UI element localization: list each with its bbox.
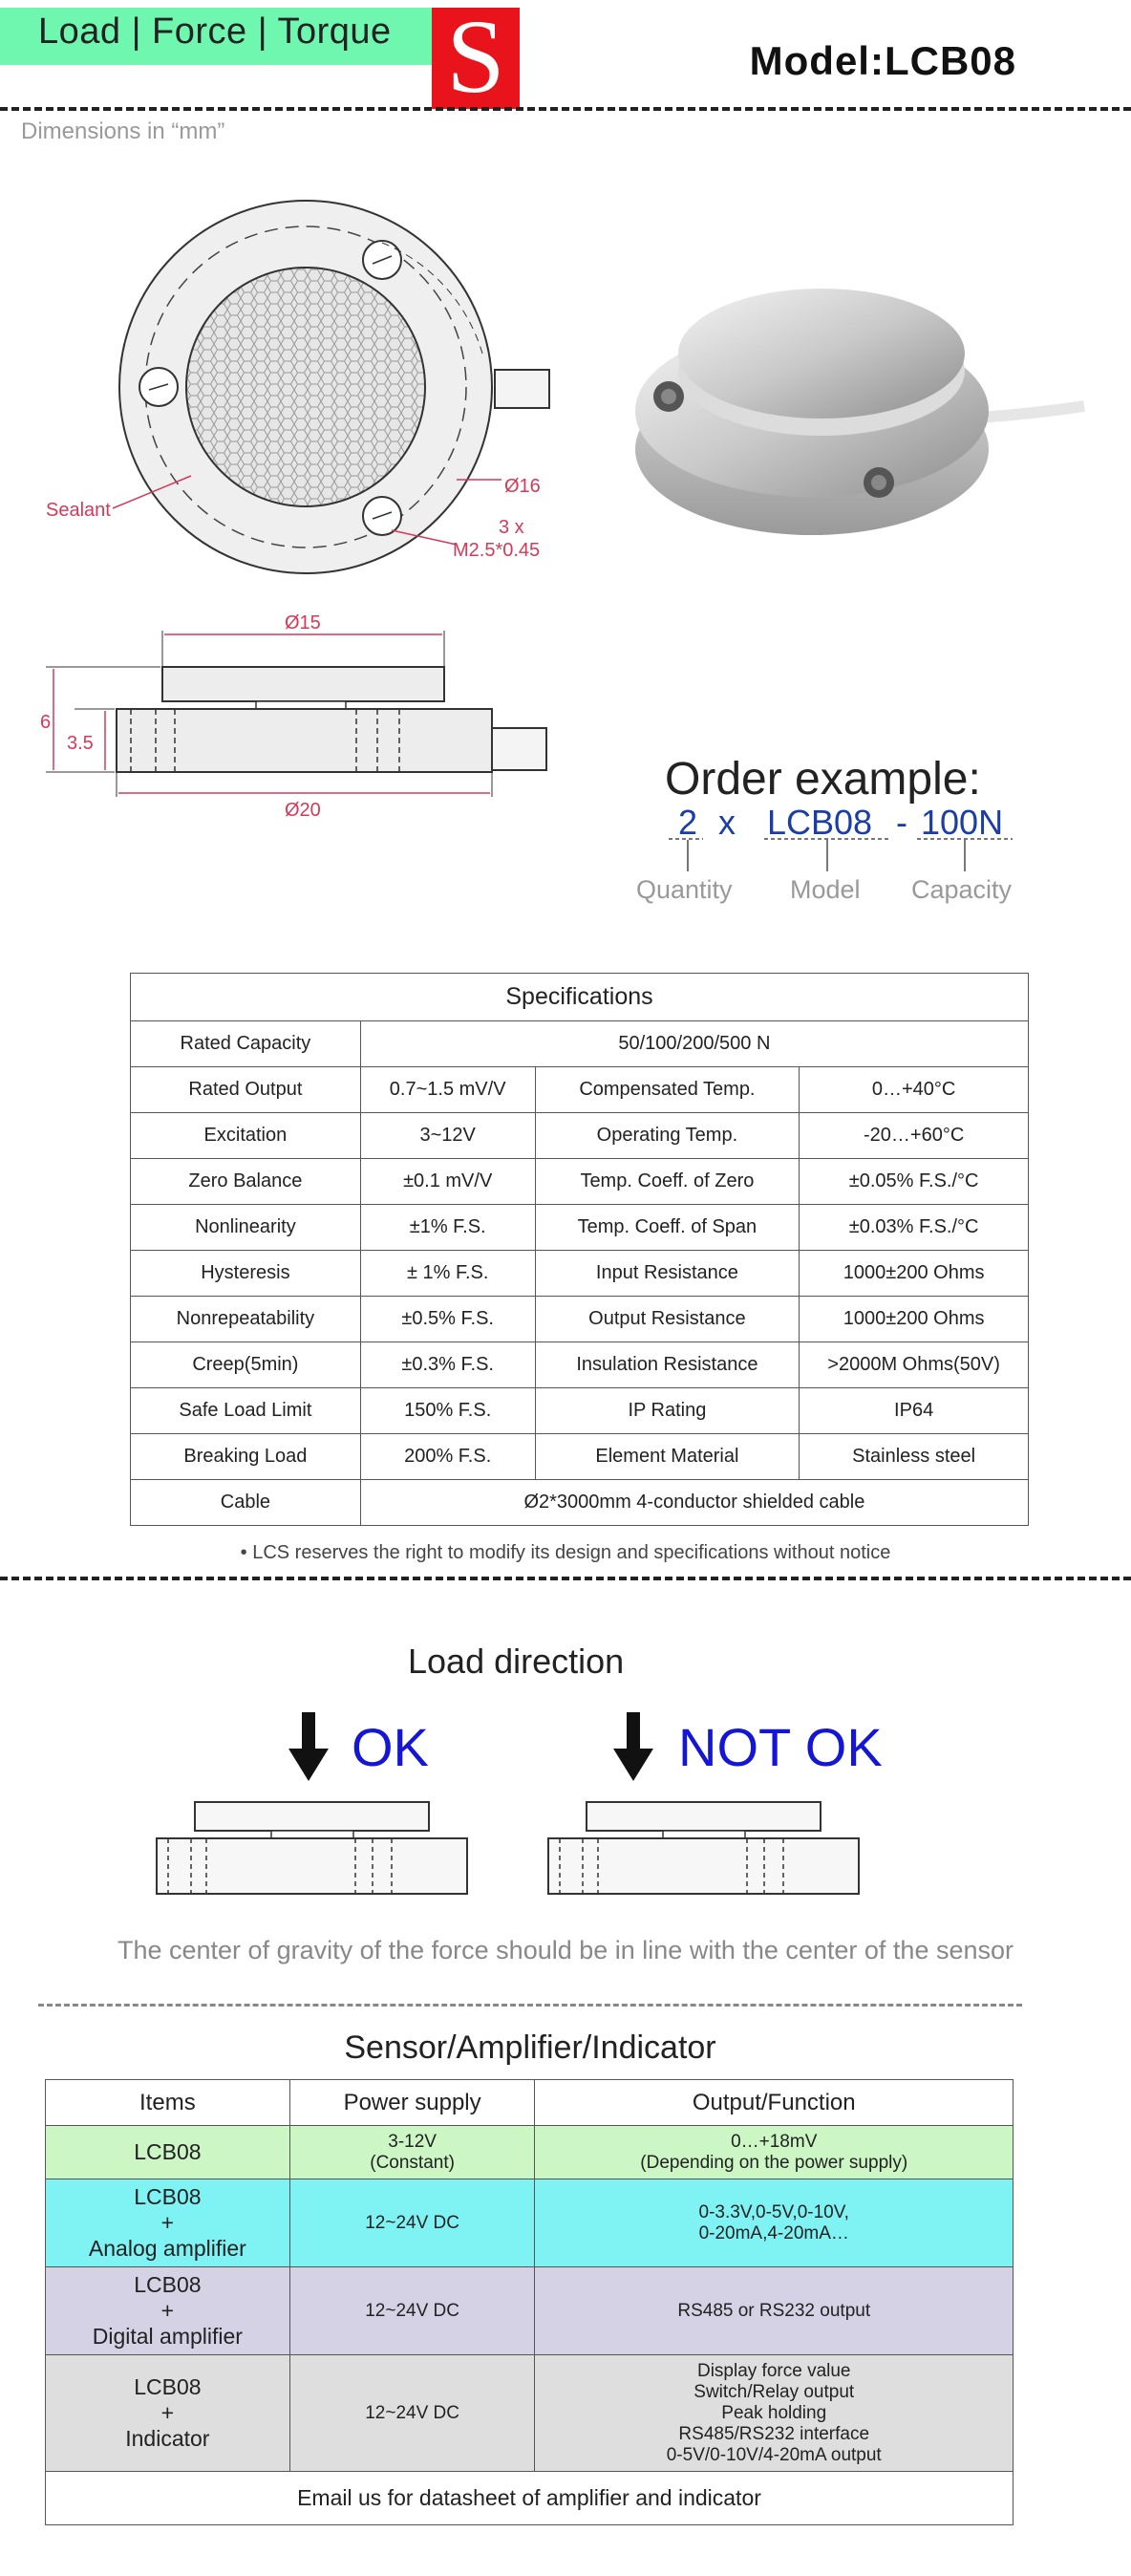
spec-label: Hysteresis (131, 1251, 361, 1297)
spec-label: Nonlinearity (131, 1205, 361, 1251)
spec-value: 1000±200 Ohms (800, 1297, 1029, 1342)
amp-row-indicator (46, 2355, 1014, 2472)
amp-item: LCB08 + Indicator (46, 2355, 290, 2472)
spec-value: Stainless steel (800, 1434, 1029, 1480)
sensor-side-not-ok (544, 1798, 869, 1898)
spec-row (131, 1342, 1029, 1388)
amp-item: LCB08 + Analog amplifier (46, 2179, 290, 2267)
spec-row (131, 1388, 1029, 1434)
spec-value: ±0.05% F.S./°C (800, 1159, 1029, 1205)
order-connectors (669, 837, 1032, 875)
spec-value: 0.7~1.5 mV/V (360, 1067, 535, 1113)
spec-label: Temp. Coeff. of Zero (535, 1159, 800, 1205)
order-model-label: Model (790, 875, 861, 904)
product-photo (621, 258, 1099, 564)
amp-output: 0…+18mV (Depending on the power supply) (535, 2126, 1014, 2179)
spec-value: ±1% F.S. (360, 1205, 535, 1251)
amp-row-analog (46, 2179, 1014, 2267)
h6-label: 6 (40, 712, 52, 733)
technical-drawing (0, 143, 611, 831)
order-quantity: 2 (678, 803, 698, 842)
spec-row (131, 1251, 1029, 1297)
spec-value: 150% F.S. (360, 1388, 535, 1434)
spec-label: Nonrepeatability (131, 1297, 361, 1342)
spec-label: Excitation (131, 1113, 361, 1159)
spec-value: >2000M Ohms(50V) (800, 1342, 1029, 1388)
spec-row (131, 1297, 1029, 1342)
gravity-note: The center of gravity of the force should be in line with the center of the sensor (117, 1936, 1014, 1964)
spec-label: Element Material (535, 1434, 800, 1480)
spec-value: ±0.3% F.S. (360, 1342, 535, 1388)
order-capacity: 100N (921, 803, 1004, 842)
order-dash: - (896, 803, 907, 842)
header-title: Load | Force | Torque (38, 11, 392, 52)
email-datasheet-link[interactable]: Email us for datasheet of amplifier and indicator (46, 2472, 1014, 2525)
amp-header-power: Power supply (289, 2080, 535, 2126)
amp-header-items: Items (46, 2080, 290, 2126)
spec-label: Creep(5min) (131, 1342, 361, 1388)
sensor-side-ok (153, 1798, 478, 1898)
spec-notice: • LCS reserves the right to modify its design and specifications without notice (240, 1542, 891, 1563)
load-not-ok-label: NOT OK (678, 1717, 883, 1777)
spec-value: 200% F.S. (360, 1434, 535, 1480)
amp-power: 3-12V (Constant) (289, 2126, 535, 2179)
amp-item: LCB08 + Digital amplifier (46, 2267, 290, 2355)
load-ok-label: OK (352, 1717, 429, 1777)
spec-value: -20…+60°C (800, 1113, 1029, 1159)
spec-row (131, 1159, 1029, 1205)
spec-value: 50/100/200/500 N (360, 1021, 1028, 1067)
amplifier-table (45, 2079, 1014, 2525)
amp-output: Display force value Switch/Relay output Peak holding RS485/RS232 interface 0-5V/0-10V/4-20mA output (535, 2355, 1014, 2472)
spec-label: Rated Output (131, 1067, 361, 1113)
amp-section-title: Sensor/Amplifier/Indicator (344, 2029, 716, 2066)
down-arrow-icon (611, 1712, 655, 1781)
spec-label: Temp. Coeff. of Span (535, 1205, 800, 1251)
spec-value: 0…+40°C (800, 1067, 1029, 1113)
d20-label: Ø20 (285, 800, 321, 821)
load-direction-title: Load direction (408, 1642, 625, 1681)
order-times: x (718, 803, 736, 842)
sealant-label: Sealant (46, 500, 111, 521)
order-capacity-label: Capacity (911, 875, 1013, 904)
spec-label: Safe Load Limit (131, 1388, 361, 1434)
spec-label: Operating Temp. (535, 1113, 800, 1159)
amp-output: 0-3.3V,0-5V,0-10V, 0-20mA,4-20mA… (535, 2179, 1014, 2267)
order-model: LCB08 (767, 803, 873, 842)
h35-label: 3.5 (67, 733, 94, 754)
spec-value: 1000±200 Ohms (800, 1251, 1029, 1297)
spec-label: Zero Balance (131, 1159, 361, 1205)
brand-logo-letter: S (446, 0, 505, 115)
spec-row (131, 1067, 1029, 1113)
amp-power: 12~24V DC (289, 2179, 535, 2267)
spec-value: IP64 (800, 1388, 1029, 1434)
spec-row (131, 1205, 1029, 1251)
screw-thread-label: M2.5*0.45 (453, 540, 541, 561)
spec-label: Cable (131, 1480, 361, 1526)
spec-value: 3~12V (360, 1113, 535, 1159)
spec-label: Rated Capacity (131, 1021, 361, 1067)
spec-label: IP Rating (535, 1388, 800, 1434)
amp-header-output: Output/Function (535, 2080, 1014, 2126)
header-divider (0, 107, 1131, 111)
order-example-title: Order example: (665, 754, 981, 805)
spec-value: ±0.5% F.S. (360, 1297, 535, 1342)
spec-value: ± 1% F.S. (360, 1251, 535, 1297)
specifications-table (130, 973, 1029, 1526)
spec-value: ±0.03% F.S./°C (800, 1205, 1029, 1251)
spec-value: Ø2*3000mm 4-conductor shielded cable (360, 1480, 1028, 1526)
spec-label: Output Resistance (535, 1297, 800, 1342)
spec-row (131, 1434, 1029, 1480)
spec-title: Specifications (131, 974, 1029, 1021)
screw-count-label: 3 x (499, 517, 524, 538)
spec-label: Insulation Resistance (535, 1342, 800, 1388)
amp-power: 12~24V DC (289, 2267, 535, 2355)
order-quantity-label: Quantity (636, 875, 733, 904)
spec-value: ±0.1 mV/V (360, 1159, 535, 1205)
amp-output: RS485 or RS232 output (535, 2267, 1014, 2355)
amp-row-sensor (46, 2126, 1014, 2179)
amp-item: LCB08 (46, 2126, 290, 2179)
spec-label: Compensated Temp. (535, 1067, 800, 1113)
spec-label: Input Resistance (535, 1251, 800, 1297)
model-title: Model:LCB08 (749, 38, 1016, 83)
dimensions-note: Dimensions in “mm” (21, 118, 225, 144)
d15-label: Ø15 (285, 612, 321, 633)
section-divider (0, 1577, 1131, 1580)
d16-label: Ø16 (504, 476, 541, 497)
down-arrow-icon (287, 1712, 331, 1781)
spec-label: Breaking Load (131, 1434, 361, 1480)
section-divider (38, 2004, 1022, 2007)
amp-power: 12~24V DC (289, 2355, 535, 2472)
spec-row (131, 1113, 1029, 1159)
amp-row-digital (46, 2267, 1014, 2355)
